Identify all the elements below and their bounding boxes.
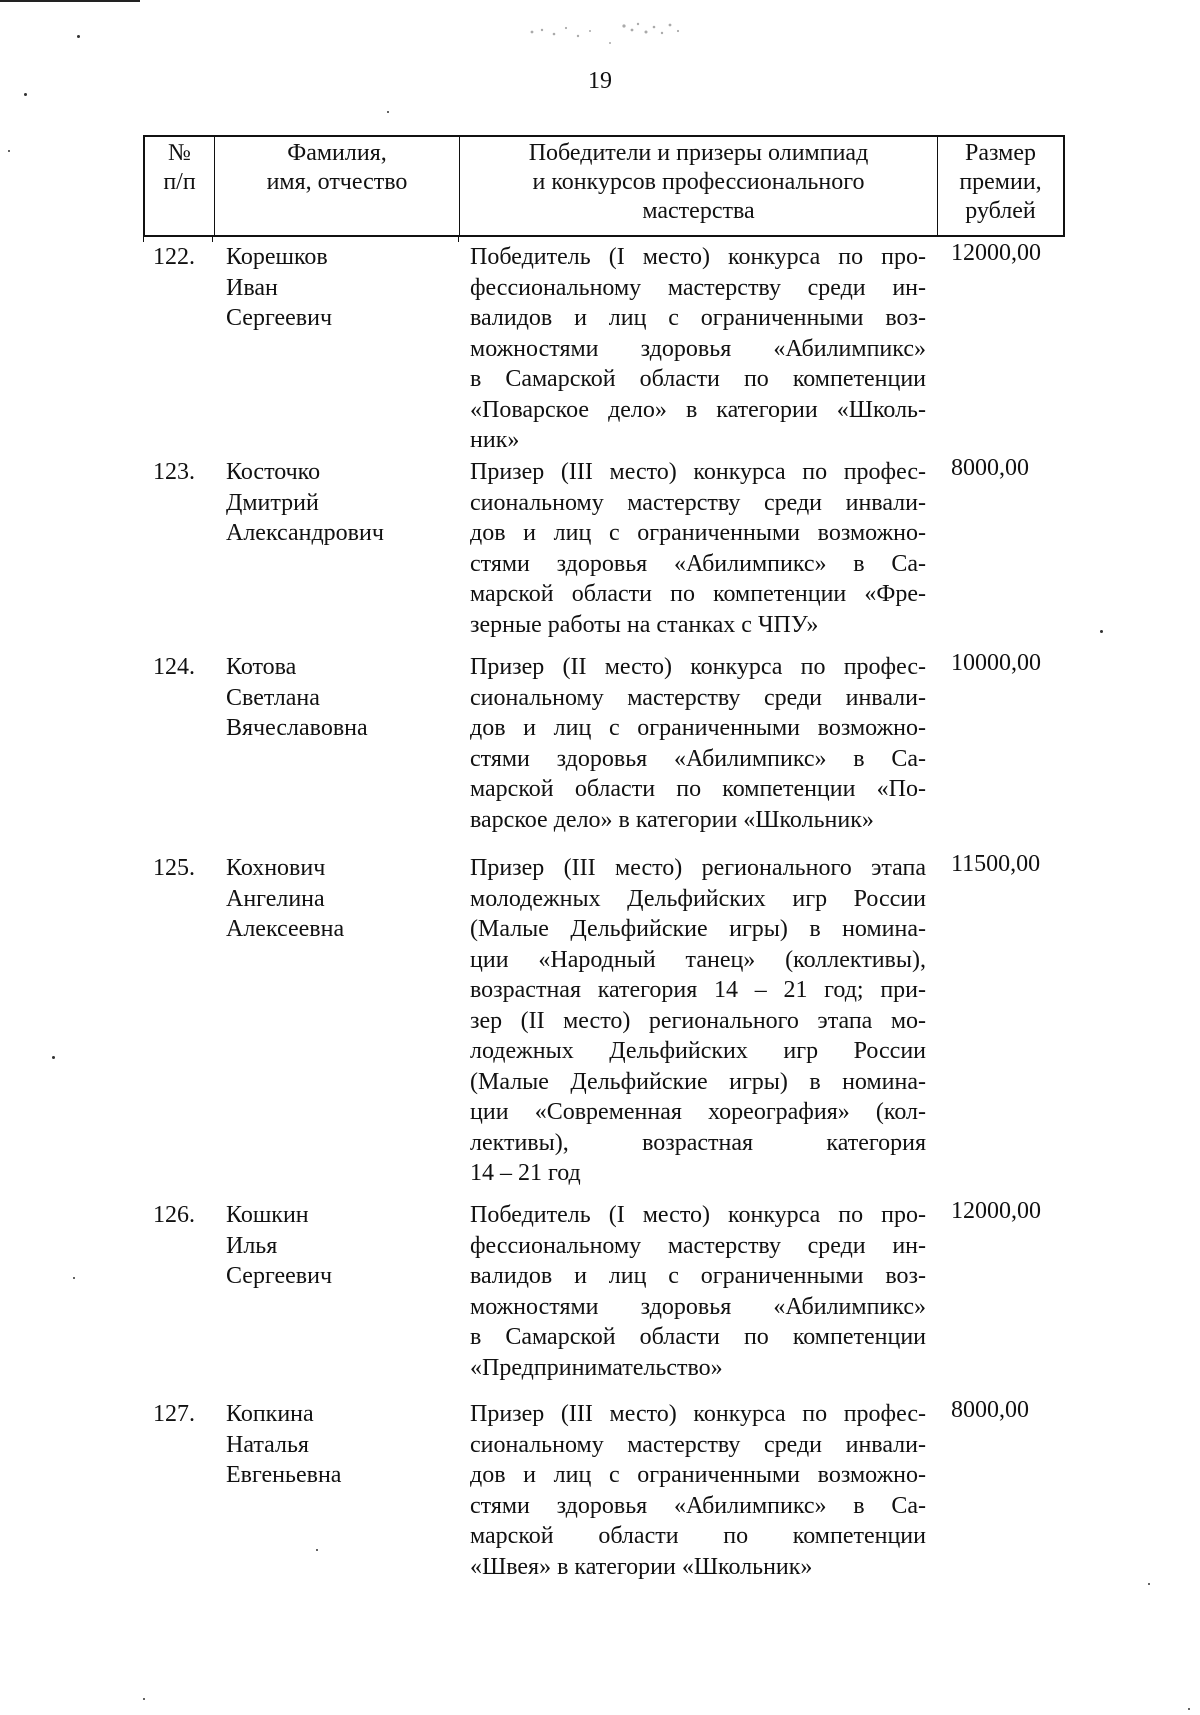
scan-speck [316, 1549, 318, 1551]
achievement-line: марской области по компетенции «По- [470, 776, 926, 802]
header-name: Фамилия, имя, отчество [215, 137, 460, 235]
row-full-name: Кошкин Илья Сергеевич [226, 1202, 333, 1289]
achievement-line: дов и лиц с ограниченными возможно- [470, 1462, 926, 1488]
achievement-line: дов и лиц с ограниченными возможно- [470, 715, 926, 741]
column-divider-left [143, 236, 144, 242]
achievement-line: фессиональному мастерству среди ин- [470, 274, 926, 301]
row-full-name: Корешков Иван Сергеевич [226, 244, 333, 331]
achievement-line: (Малые Дельфийские игры) в номина- [470, 916, 926, 942]
row-achievement [470, 1200, 926, 1383]
achievement-line: валидов и лиц с ограниченными воз- [470, 1263, 926, 1289]
achievement-line: ции «Современная хореография» (кол- [470, 1099, 926, 1125]
row-number: 123. [153, 459, 195, 485]
achievement-line: Победитель (I место) конкурса по про- [470, 1202, 926, 1228]
achievement-line: стями здоровья «Абилимпикс» в Са- [470, 745, 926, 772]
achievement-line: Призер (III место) конкурса по профес- [470, 1401, 926, 1427]
row-achievement [470, 242, 926, 456]
scan-speck [8, 150, 10, 152]
achievement-line: зер (II место) регионального этапа мо- [470, 1007, 926, 1034]
scan-speck [52, 1056, 55, 1059]
row-full-name: Косточко Дмитрий Александрович [226, 459, 384, 546]
achievement-line: Призер (II место) конкурса по профес- [470, 654, 926, 680]
achievement-line: лодежных Дельфийских игр России [470, 1038, 926, 1064]
achievement-line: стями здоровья «Абилимпикс» в Са- [470, 1492, 926, 1519]
row-achievement [470, 457, 926, 640]
row-amount: 8000,00 [951, 1397, 1029, 1423]
achievement-line: (Малые Дельфийские игры) в номина- [470, 1068, 926, 1095]
faint-stamp-mark [520, 10, 720, 50]
scan-speck [1188, 1708, 1190, 1710]
achievement-line: молодежных Дельфийских игр России [470, 885, 926, 912]
row-number: 124. [153, 654, 195, 680]
row-full-name: Кохнович Ангелина Алексеевна [226, 855, 345, 942]
header-number: № п/п [145, 137, 215, 235]
table-header [143, 135, 1065, 237]
scan-speck [73, 1277, 75, 1279]
achievement-line: сиональному мастерству среди инвали- [470, 489, 926, 516]
achievement-line: марской области по компетенции [470, 1523, 926, 1549]
row-achievement [470, 652, 926, 835]
achievement-line: Призер (III место) конкурса по профес- [470, 459, 926, 485]
achievement-line: в Самарской области по компетенции [470, 366, 926, 392]
achievement-line: зерные работы на станках с ЧПУ» [470, 611, 819, 638]
achievement-line: можностями здоровья «Абилимпикс» [470, 335, 926, 362]
achievement-line: ции «Народный танец» (коллективы), [470, 946, 926, 973]
achievement-line: Победитель (I место) конкурса по про- [470, 244, 926, 270]
scan-speck [143, 1698, 145, 1700]
scan-speck [77, 35, 80, 38]
scan-speck [1100, 630, 1103, 633]
row-achievement [470, 1399, 926, 1582]
achievement-line: ник» [470, 427, 520, 453]
achievement-line: валидов и лиц с ограниченными воз- [470, 305, 926, 331]
achievement-line: варское дело» в категории «Школьник» [470, 806, 874, 833]
row-amount: 8000,00 [951, 455, 1029, 481]
achievement-line: сиональному мастерству среди инвали- [470, 684, 926, 711]
row-amount: 10000,00 [951, 650, 1041, 676]
row-number: 122. [153, 244, 195, 270]
scan-speck [1148, 1583, 1150, 1585]
achievement-line: лективы), возрастная категория [470, 1129, 926, 1156]
row-full-name: Копкина Наталья Евгеньевна [226, 1401, 342, 1488]
page-number: 19 [588, 68, 612, 94]
row-number: 127. [153, 1401, 195, 1427]
row-number: 125. [153, 855, 195, 881]
row-number: 126. [153, 1202, 195, 1228]
achievement-line: можностями здоровья «Абилимпикс» [470, 1293, 926, 1320]
achievement-line: возрастная категория 14 – 21 год; при- [470, 977, 926, 1003]
achievement-line: «Поварское дело» в категории «Школь- [470, 396, 926, 423]
achievement-line: Призер (III место) регионального этапа [470, 855, 926, 881]
row-amount: 11500,00 [951, 851, 1041, 877]
row-full-name: Котова Светлана Вячеславовна [226, 654, 368, 741]
header-amount: Размер премии, рублей [959, 140, 1042, 224]
scan-edge-line [0, 0, 140, 2]
column-divider-name [458, 236, 459, 242]
achievement-line: «Швея» в категории «Школьник» [470, 1553, 813, 1580]
achievement-line: сиональному мастерству среди инвали- [470, 1431, 926, 1458]
achievement-line: дов и лиц с ограниченными возможно- [470, 520, 926, 546]
achievement-line: стями здоровья «Абилимпикс» в Са- [470, 550, 926, 577]
achievement-line: «Предпринимательство» [470, 1354, 723, 1381]
achievement-line: 14 – 21 год [470, 1160, 581, 1186]
header-achievement: Победители и призеры олимпиад и конкурсов профессионального мастерства [460, 137, 938, 235]
achievement-line: марской области по компетенции «Фре- [470, 581, 926, 607]
row-amount: 12000,00 [951, 1198, 1041, 1224]
row-achievement [470, 853, 926, 1189]
achievement-line: в Самарской области по компетенции [470, 1324, 926, 1350]
scan-speck [387, 111, 389, 113]
row-amount: 12000,00 [951, 240, 1041, 266]
achievement-line: фессиональному мастерству среди ин- [470, 1232, 926, 1259]
